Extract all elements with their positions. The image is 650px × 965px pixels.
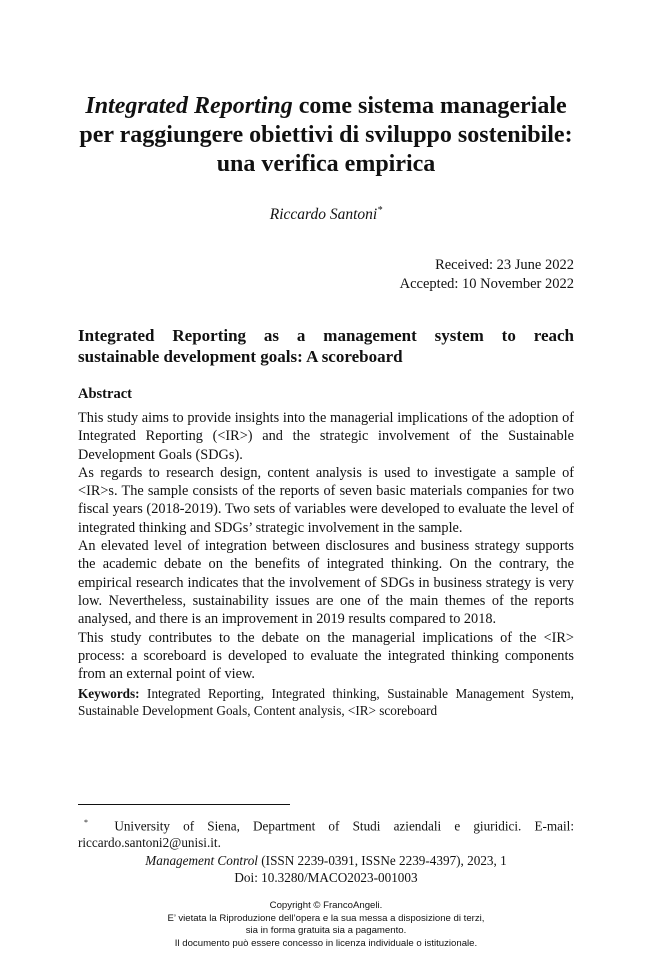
footnote-mark: * [84, 818, 88, 827]
copyright-line: sia in forma gratuita sia a pagamento. [245, 925, 407, 936]
received-date: Received: 23 June 2022 [435, 257, 574, 273]
dates-block [400, 256, 574, 294]
journal-doi: Doi: 10.3280/MACO2023-001003 [234, 870, 418, 885]
copyright-line: E’ vietata la Riproduzione dell’opera e la sua messa a disposizione di terzi, [167, 912, 485, 924]
author [78, 205, 574, 224]
journal-info [78, 852, 574, 886]
journal-name: Management Control [145, 853, 258, 868]
footnote-email: riccardo.santoni2@unisi.it. [78, 835, 221, 851]
abstract-heading: Abstract [78, 386, 132, 402]
english-title-line1: Integrated Reporting as a management system to reach [78, 326, 574, 345]
journal-details: (ISSN 2239-0391, ISSNe 2239-4397), 2023, 1 [257, 853, 507, 868]
english-title [78, 325, 574, 367]
paper-title [78, 92, 574, 179]
author-name: Riccardo Santoni [269, 206, 378, 224]
keywords-text: Integrated Reporting, Integrated thinking, Sustainable Management System, Sustainable Development Goals, Content analysis, <IR> scoreboard [78, 686, 574, 718]
abstract-paragraph: As regards to research design, content analysis is used to investigate a sample of <IR>s. The sample consists of the reports of seven basic materials companies for two fiscal years (2018-2019). Two sets of variables were developed to evaluate the level of integrated thinking and SDGs’ strategic involvement in the sample. [78, 464, 574, 536]
accepted-date: Accepted: 10 November 2022 [399, 276, 574, 292]
title-line3: una verifica empirica [216, 151, 436, 177]
copyright-line: Copyright © FrancoAngeli. [269, 900, 383, 911]
english-title-line2: sustainable development goals: A scoreboard [78, 347, 403, 366]
copyright-notice [78, 900, 574, 950]
abstract-body [78, 409, 574, 683]
footnote-divider [78, 804, 290, 805]
keywords-separator: : [135, 686, 148, 701]
author-affiliation-footnote [78, 814, 574, 851]
abstract-paragraph: This study contributes to the debate on the managerial implications of the <IR> process: a scoreboard is developed to evaluate the integrated thinking components from an external point of view. [78, 629, 574, 683]
title-italic-part: Integrated Reporting [85, 93, 293, 119]
title-line1-rest: come sistema manageriale [292, 93, 567, 119]
author-footnote-mark: * [377, 205, 383, 216]
copyright-line: Il documento può essere concesso in licenza individuale o istituzionale. [174, 937, 478, 949]
abstract-paragraph: An elevated level of integration between disclosures and business strategy supports the academic debate on the benefits of integrated thinking. On the contrary, the empirical research indicates that the involvement of SDGs in business strategy is very low. Nevertheless, sustainability issues are one of the main themes of the reports analysed, and there is an improvement in 2019 results compared to 2018. [78, 538, 574, 628]
footnote-line1: University of Siena, Department of Studi aziendali e giuridici. E-mail: [114, 818, 575, 834]
abstract-paragraph: This study aims to provide insights into the managerial implications of the adoption of Integrated Reporting (<IR>) and the strategic involvement of the Sustainable Development Goals (SDGs). [78, 410, 574, 463]
keywords-label: Keywords [78, 686, 136, 701]
keywords [78, 685, 574, 719]
title-line2: per raggiungere obiettivi di sviluppo sostenibile: [79, 122, 573, 148]
